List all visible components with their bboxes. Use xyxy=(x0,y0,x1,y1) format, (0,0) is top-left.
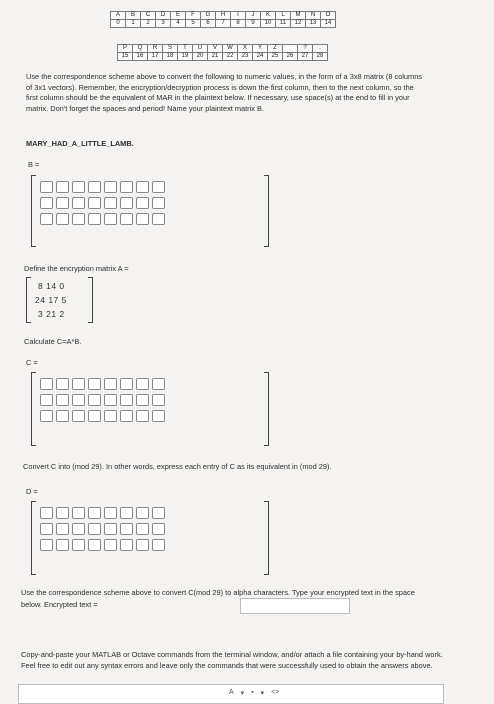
matrix-entry-input[interactable] xyxy=(88,507,101,519)
bracket-left xyxy=(31,175,36,247)
toolbar-button[interactable]: A xyxy=(229,689,234,696)
matrix-entry-input[interactable] xyxy=(40,197,53,209)
number-cell: 11 xyxy=(276,20,291,28)
bracket-right xyxy=(264,372,269,446)
matrix-entry-input[interactable] xyxy=(56,523,69,535)
number-cell: 9 xyxy=(246,20,261,28)
matrix-entry-input[interactable] xyxy=(120,394,133,406)
number-cell: 2 xyxy=(141,20,156,28)
letter-cell: . xyxy=(313,45,328,53)
number-cell: 14 xyxy=(321,20,336,28)
letter-cell: Y xyxy=(253,45,268,53)
matrix-entry-input[interactable] xyxy=(88,410,101,422)
matrix-entry-input[interactable] xyxy=(152,213,165,225)
matrix-entry-input[interactable] xyxy=(72,523,85,535)
letter-cell: E xyxy=(171,12,186,20)
matrix-entry-input[interactable] xyxy=(136,197,149,209)
matrix-entry-input[interactable] xyxy=(152,197,165,209)
matrix-entry-input[interactable] xyxy=(104,394,117,406)
matrix-entry-input[interactable] xyxy=(104,523,117,535)
encryption-matrix-label: Define the encryption matrix A = xyxy=(24,264,129,273)
matrix-entry-input[interactable] xyxy=(56,181,69,193)
letter-cell: T xyxy=(178,45,193,53)
matrix-entry-input[interactable] xyxy=(104,197,117,209)
letter-cell: M xyxy=(291,12,306,20)
editor-toolbar xyxy=(229,689,279,697)
bracket-right xyxy=(88,277,93,323)
matrix-entry-input[interactable] xyxy=(40,181,53,193)
matrix-entry-input[interactable] xyxy=(72,197,85,209)
matrix-entry-input[interactable] xyxy=(88,213,101,225)
bracket-left xyxy=(31,372,36,446)
matrix-entry-input[interactable] xyxy=(136,523,149,535)
letter-cell: Q xyxy=(133,45,148,53)
number-cell: 12 xyxy=(291,20,306,28)
instructions-text: Use the correspondence scheme above to convert the following to numeric values, in the form of a 3x8 matrix (8 columns of 3x1 vectors). Remember, the encryption/decryption process is down the first column, then to the next column, so the first column should be the equivalent of MAR in the plaintext below. If necessary, use space(s) at the end to fill in your matrix. Don't forget the spaces and period! Name your plaintext matrix B. xyxy=(26,72,423,113)
encrypt-text-prompt: Use the correspondence scheme above to convert C(mod 29) to alpha characters. Type your encrypted text in the space below. Encrypted text = xyxy=(21,588,415,609)
plaintext-label: MARY_HAD_A_LITTLE_LAMB. xyxy=(26,139,134,148)
mod-instructions: Convert C into (mod 29). In other words, express each entry of C as its equivalent in (mod 29). xyxy=(23,462,332,471)
number-cell: 10 xyxy=(261,20,276,28)
matrix-entry-input[interactable] xyxy=(104,410,117,422)
number-cell: 17 xyxy=(148,53,163,61)
matrix-c-cells xyxy=(40,378,165,422)
matrix-entry-input[interactable] xyxy=(136,394,149,406)
matrix-entry-input[interactable] xyxy=(104,181,117,193)
letter-cell: P xyxy=(118,45,133,53)
matrix-entry-input[interactable] xyxy=(88,523,101,535)
letter-cell xyxy=(283,45,298,53)
toolbar-button[interactable]: <> xyxy=(271,689,280,696)
matrix-entry-input[interactable] xyxy=(72,394,85,406)
letter-cell: R xyxy=(148,45,163,53)
letter-cell: ? xyxy=(298,45,313,53)
toolbar-button[interactable]: ▪ xyxy=(251,689,254,696)
letter-cell: A xyxy=(111,12,126,20)
matrix-entry-input[interactable] xyxy=(120,181,133,193)
matrix-entry-input[interactable] xyxy=(56,394,69,406)
matrix-entry-input[interactable] xyxy=(40,378,53,390)
number-cell: 23 xyxy=(238,53,253,61)
matrix-a-row-3: 3 21 2 xyxy=(38,309,65,319)
matrix-entry-input[interactable] xyxy=(120,197,133,209)
matrix-entry-input[interactable] xyxy=(120,410,133,422)
matrix-entry-input[interactable] xyxy=(152,394,165,406)
letter-cell: U xyxy=(193,45,208,53)
letter-cell: X xyxy=(238,45,253,53)
matrix-entry-input[interactable] xyxy=(104,378,117,390)
calculate-label: Calculate C=A*B. xyxy=(24,337,82,346)
matrix-entry-input[interactable] xyxy=(136,507,149,519)
matrix-entry-input[interactable] xyxy=(136,539,149,551)
letter-cell: C xyxy=(141,12,156,20)
matrix-entry-input[interactable] xyxy=(56,507,69,519)
letter-cell: I xyxy=(231,12,246,20)
number-cell: 3 xyxy=(156,20,171,28)
letter-cell: K xyxy=(261,12,276,20)
matrix-d-cells xyxy=(40,507,165,551)
number-cell: 6 xyxy=(201,20,216,28)
matrix-entry-input[interactable] xyxy=(72,213,85,225)
number-cell: 18 xyxy=(163,53,178,61)
matrix-entry-input[interactable] xyxy=(152,410,165,422)
letter-cell: O xyxy=(321,12,336,20)
number-cell: 28 xyxy=(313,53,328,61)
number-cell: 1 xyxy=(126,20,141,28)
matrix-entry-input[interactable] xyxy=(72,539,85,551)
matrix-b-cells xyxy=(40,181,165,225)
matrix-entry-input[interactable] xyxy=(104,507,117,519)
matrix-entry-input[interactable] xyxy=(120,523,133,535)
matrix-entry-input[interactable] xyxy=(152,181,165,193)
matrix-entry-input[interactable] xyxy=(88,394,101,406)
commands-editor[interactable] xyxy=(18,684,444,704)
c-label: C = xyxy=(26,358,38,367)
d-label: D = xyxy=(26,487,38,496)
number-cell: 5 xyxy=(186,20,201,28)
bracket-right xyxy=(264,501,269,575)
letter-cell: B xyxy=(126,12,141,20)
bracket-left xyxy=(26,277,31,323)
number-cell: 13 xyxy=(306,20,321,28)
matrix-entry-input[interactable] xyxy=(152,523,165,535)
matrix-entry-input[interactable] xyxy=(56,378,69,390)
matrix-entry-input[interactable] xyxy=(72,410,85,422)
matrix-entry-input[interactable] xyxy=(72,181,85,193)
matrix-entry-input[interactable] xyxy=(152,539,165,551)
matrix-entry-input[interactable] xyxy=(40,394,53,406)
bracket-right xyxy=(264,175,269,247)
matrix-entry-input[interactable] xyxy=(120,378,133,390)
matrix-entry-input[interactable] xyxy=(120,507,133,519)
matrix-entry-input[interactable] xyxy=(152,507,165,519)
matrix-entry-input[interactable] xyxy=(136,410,149,422)
matrix-entry-input[interactable] xyxy=(120,213,133,225)
letter-cell: F xyxy=(186,12,201,20)
matrix-entry-input[interactable] xyxy=(88,197,101,209)
matrix-entry-input[interactable] xyxy=(56,213,69,225)
letter-cell: G xyxy=(201,12,216,20)
bracket-left xyxy=(31,501,36,575)
matrix-entry-input[interactable] xyxy=(72,378,85,390)
encrypted-text-input[interactable] xyxy=(240,598,350,614)
correspondence-table-2 xyxy=(117,44,328,61)
letter-cell: H xyxy=(216,12,231,20)
matrix-entry-input[interactable] xyxy=(152,378,165,390)
matrix-entry-input[interactable] xyxy=(40,507,53,519)
number-cell: 16 xyxy=(133,53,148,61)
matrix-entry-input[interactable] xyxy=(72,507,85,519)
matrix-entry-input[interactable] xyxy=(136,181,149,193)
number-cell: 19 xyxy=(178,53,193,61)
matrix-entry-input[interactable] xyxy=(40,523,53,535)
letter-cell: Z xyxy=(268,45,283,53)
number-cell: 25 xyxy=(268,53,283,61)
matrix-a-row-2: 24 17 5 xyxy=(35,295,67,305)
matrix-entry-input[interactable] xyxy=(88,181,101,193)
correspondence-table-1 xyxy=(110,11,336,28)
matrix-entry-input[interactable] xyxy=(88,378,101,390)
matrix-entry-input[interactable] xyxy=(136,378,149,390)
number-cell: 26 xyxy=(283,53,298,61)
letter-cell: S xyxy=(163,45,178,53)
number-cell: 15 xyxy=(118,53,133,61)
letter-cell: W xyxy=(223,45,238,53)
letter-cell: N xyxy=(306,12,321,20)
b-label: B = xyxy=(28,160,40,169)
number-cell: 8 xyxy=(231,20,246,28)
number-cell: 20 xyxy=(193,53,208,61)
matrix-entry-input[interactable] xyxy=(56,197,69,209)
matrix-entry-input[interactable] xyxy=(40,539,53,551)
number-cell: 4 xyxy=(171,20,186,28)
letter-cell: J xyxy=(246,12,261,20)
toolbar-button[interactable]: ▾ xyxy=(260,690,265,697)
matrix-entry-input[interactable] xyxy=(40,213,53,225)
number-cell: 7 xyxy=(216,20,231,28)
number-cell: 27 xyxy=(298,53,313,61)
matrix-entry-input[interactable] xyxy=(136,213,149,225)
copy-paste-instructions: Copy-and-paste your MATLAB or Octave commands from the terminal window, and/or attach a file containing your by-hand work. Feel free to edit out any syntax errors and leave only the commands that were successfully used to obtain the answers above. xyxy=(21,650,443,670)
matrix-a-row-1: 8 14 0 xyxy=(38,281,65,291)
letter-cell: V xyxy=(208,45,223,53)
letter-cell: L xyxy=(276,12,291,20)
number-cell: 24 xyxy=(253,53,268,61)
matrix-entry-input[interactable] xyxy=(104,539,117,551)
matrix-entry-input[interactable] xyxy=(88,539,101,551)
matrix-entry-input[interactable] xyxy=(104,213,117,225)
number-cell: 22 xyxy=(223,53,238,61)
matrix-entry-input[interactable] xyxy=(56,539,69,551)
letter-cell: D xyxy=(156,12,171,20)
toolbar-button[interactable]: ▾ xyxy=(240,690,245,697)
matrix-entry-input[interactable] xyxy=(120,539,133,551)
number-cell: 21 xyxy=(208,53,223,61)
number-cell: 0 xyxy=(111,20,126,28)
matrix-entry-input[interactable] xyxy=(56,410,69,422)
matrix-entry-input[interactable] xyxy=(40,410,53,422)
